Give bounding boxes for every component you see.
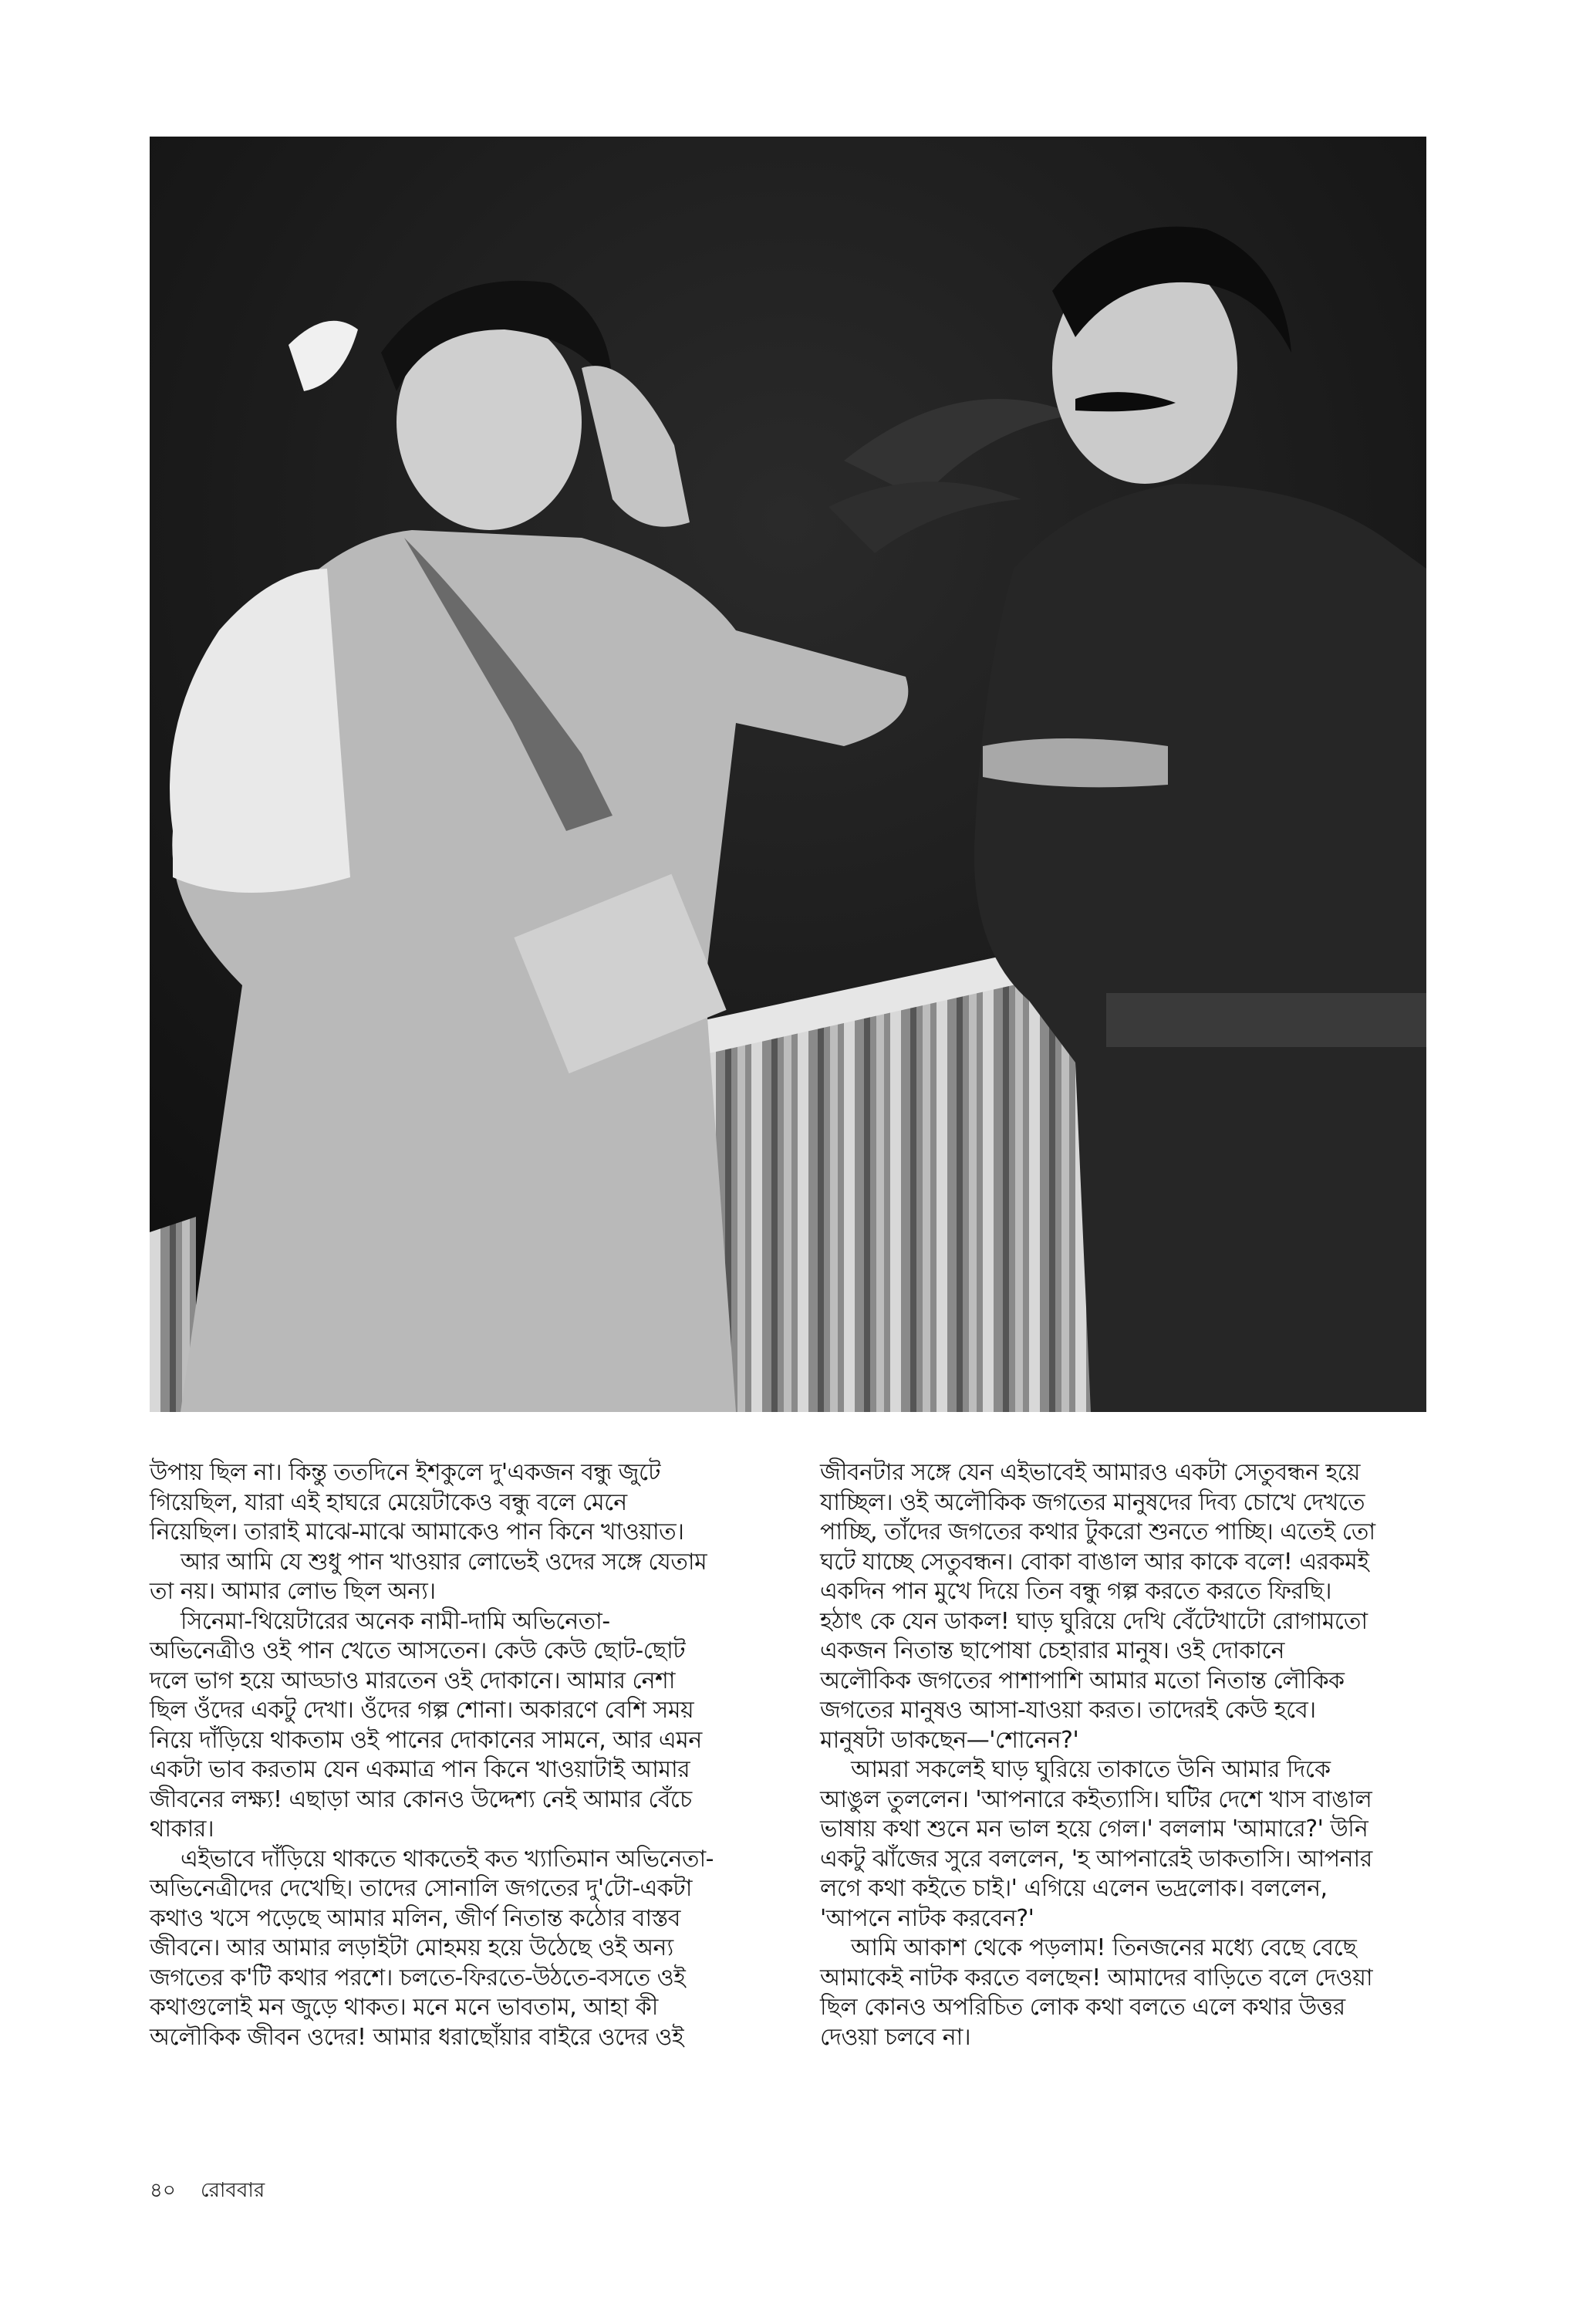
paragraph-start-line: এইভাবে দাঁড়িয়ে থাকতে থাকতেই কত খ্যাতিমান অভিনেতা- (181, 1845, 714, 1873)
text-line: একটু ঝাঁজের সুরে বললেন, 'হ আপনারেই ডাকতাসি। আপনার (820, 1845, 1372, 1873)
text-line: অলৌকিক জীবন ওদের! আমার ধরাছোঁয়ার বাইরে ওদের ওই (150, 2023, 684, 2051)
text-line: দেওয়া চলবে না। (820, 2023, 971, 2051)
text-line: গিয়েছিল, যারা এই হাঘরে মেয়েটাকেও বন্ধু বলে মেনে (150, 1488, 627, 1516)
text-line: উপায় ছিল না। কিন্তু ততদিনে ইশকুলে দু'একজন বন্ধু জুটে (150, 1459, 660, 1486)
text-line: একজন নিতান্ত ছাপোষা চেহারার মানুষ। ওই দোকানে (820, 1637, 1284, 1664)
text-line: আমাকেই নাটক করতে বলছেন! আমাদের বাড়িতে বলে দেওয়া (820, 1964, 1373, 1991)
text-line: জগতের মানুষও আসা-যাওয়া করত। তাদেরই কেউ হবে। (820, 1697, 1316, 1724)
text-line: কথাও খসে পড়েছে আমার মলিন, জীর্ণ নিতান্ত কঠোর বাস্তব (150, 1904, 680, 1932)
paragraph-start-line: আমরা সকলেই ঘাড় ঘুরিয়ে তাকাতে উনি আমার দিকে (851, 1756, 1331, 1783)
text-line: 'আপনে নাটক করবেন?' (820, 1904, 1034, 1932)
text-line: নিয়েছিল। তারাই মাঝে-মাঝে আমাকেও পান কিনে খাওয়াত। (150, 1518, 684, 1545)
text-line: জীবনটার সঙ্গে যেন এইভাবেই আমারও একটা সেতুবন্ধন হয়ে (820, 1459, 1360, 1486)
text-line: দলে ভাগ হয়ে আড্ডাও মারতেন ওই দোকানে। আমার নেশা (150, 1667, 676, 1694)
text-line: হঠাৎ কে যেন ডাকল! ঘাড় ঘুরিয়ে দেখি বেঁটেখাটো রোগামতো (820, 1607, 1368, 1635)
text-line: একটা ভাব করতাম যেন একমাত্র পান কিনে খাওয়াটাই আমার (150, 1756, 690, 1783)
article-column-left (150, 1458, 775, 2052)
text-line: নিয়ে দাঁড়িয়ে থাকতাম ওই পানের দোকানের সামনে, আর এমন (150, 1726, 702, 1754)
text-line: ভাষায় কথা শুনে মন ভাল হয়ে গেল।' বললাম 'আমারে?' উনি (820, 1816, 1368, 1843)
text-line: কথাগুলোই মন জুড়ে থাকত। মনে মনে ভাবতাম, আহা কী (150, 1994, 658, 2021)
text-line: পাচ্ছি, তাঁদের জগতের কথার টুকরো শুনতে পাচ্ছি। এতেই তো (820, 1518, 1375, 1545)
article-column-right (820, 1458, 1429, 2052)
text-line: মানুষটা ডাকছেন—'শোনেন?' (820, 1726, 1079, 1754)
page-footer (150, 2174, 283, 2208)
page-number: ৪০ (150, 2179, 176, 2202)
text-line: ঘটে যাচ্ছে সেতুবন্ধন। বোকা বাঙাল আর কাকে বলে! এরকমই (820, 1548, 1369, 1576)
stage-photo-illustration (150, 137, 1426, 1412)
text-line: ছিল কোনও অপরিচিত লোক কথা বলতে এলে কথার উত্তর (820, 1994, 1345, 2021)
text-line: জীবনের লক্ষ্য! এছাড়া আর কোনও উদ্দেশ্য নেই আমার বেঁচে (150, 1785, 692, 1813)
paragraph-start-line: আর আমি যে শুধু পান খাওয়ার লোভেই ওদের সঙ্গে যেতাম (181, 1548, 707, 1576)
paragraph-start-line: আমি আকাশ থেকে পড়লাম! তিনজনের মধ্যে বেছে বেছে (851, 1934, 1357, 1961)
text-line: তা নয়। আমার লোভ ছিল অন্য। (150, 1578, 436, 1605)
article-photo (150, 137, 1426, 1412)
text-line: অভিনেত্রীদের দেখেছি। তাদের সোনালি জগতের দু'টো-একটা (150, 1875, 692, 1902)
text-line: লগে কথা কইতে চাই।' এগিয়ে এলেন ভদ্রলোক। বললেন, (820, 1875, 1328, 1902)
text-line: ছিল ওঁদের একটু দেখা। ওঁদের গল্প শোনা। অকারণে বেশি সময় (150, 1697, 694, 1724)
text-line: জীবনে। আর আমার লড়াইটা মোহময় হয়ে উঠেছে ওই অন্য (150, 1934, 673, 1961)
text-line: জগতের ক'টি কথার পরশে। চলতে-ফিরতে-উঠতে-বসতে ওই (150, 1964, 686, 1991)
text-line: যাচ্ছিল। ওই অলৌকিক জগতের মানুষদের দিব্য চোখে দেখতে (820, 1488, 1365, 1516)
text-line: আঙুল তুললেন। 'আপনারে কইত্যাসি। ঘটির দেশে খাস বাঙাল (820, 1785, 1372, 1813)
text-line: একদিন পান মুখে দিয়ে তিন বন্ধু গল্প করতে করতে ফিরছি। (820, 1578, 1331, 1605)
text-line: অভিনেত্রীও ওই পান খেতে আসতেন। কেউ কেউ ছোট-ছোট (150, 1637, 686, 1664)
publication-name: রোববার (201, 2179, 265, 2202)
text-line: অলৌকিক জগতের পাশাপাশি আমার মতো নিতান্ত লৌকিক (820, 1667, 1345, 1694)
text-line: থাকার। (150, 1816, 214, 1843)
paragraph-start-line: সিনেমা-থিয়েটারের অনেক নামী-দামি অভিনেতা- (181, 1607, 610, 1635)
